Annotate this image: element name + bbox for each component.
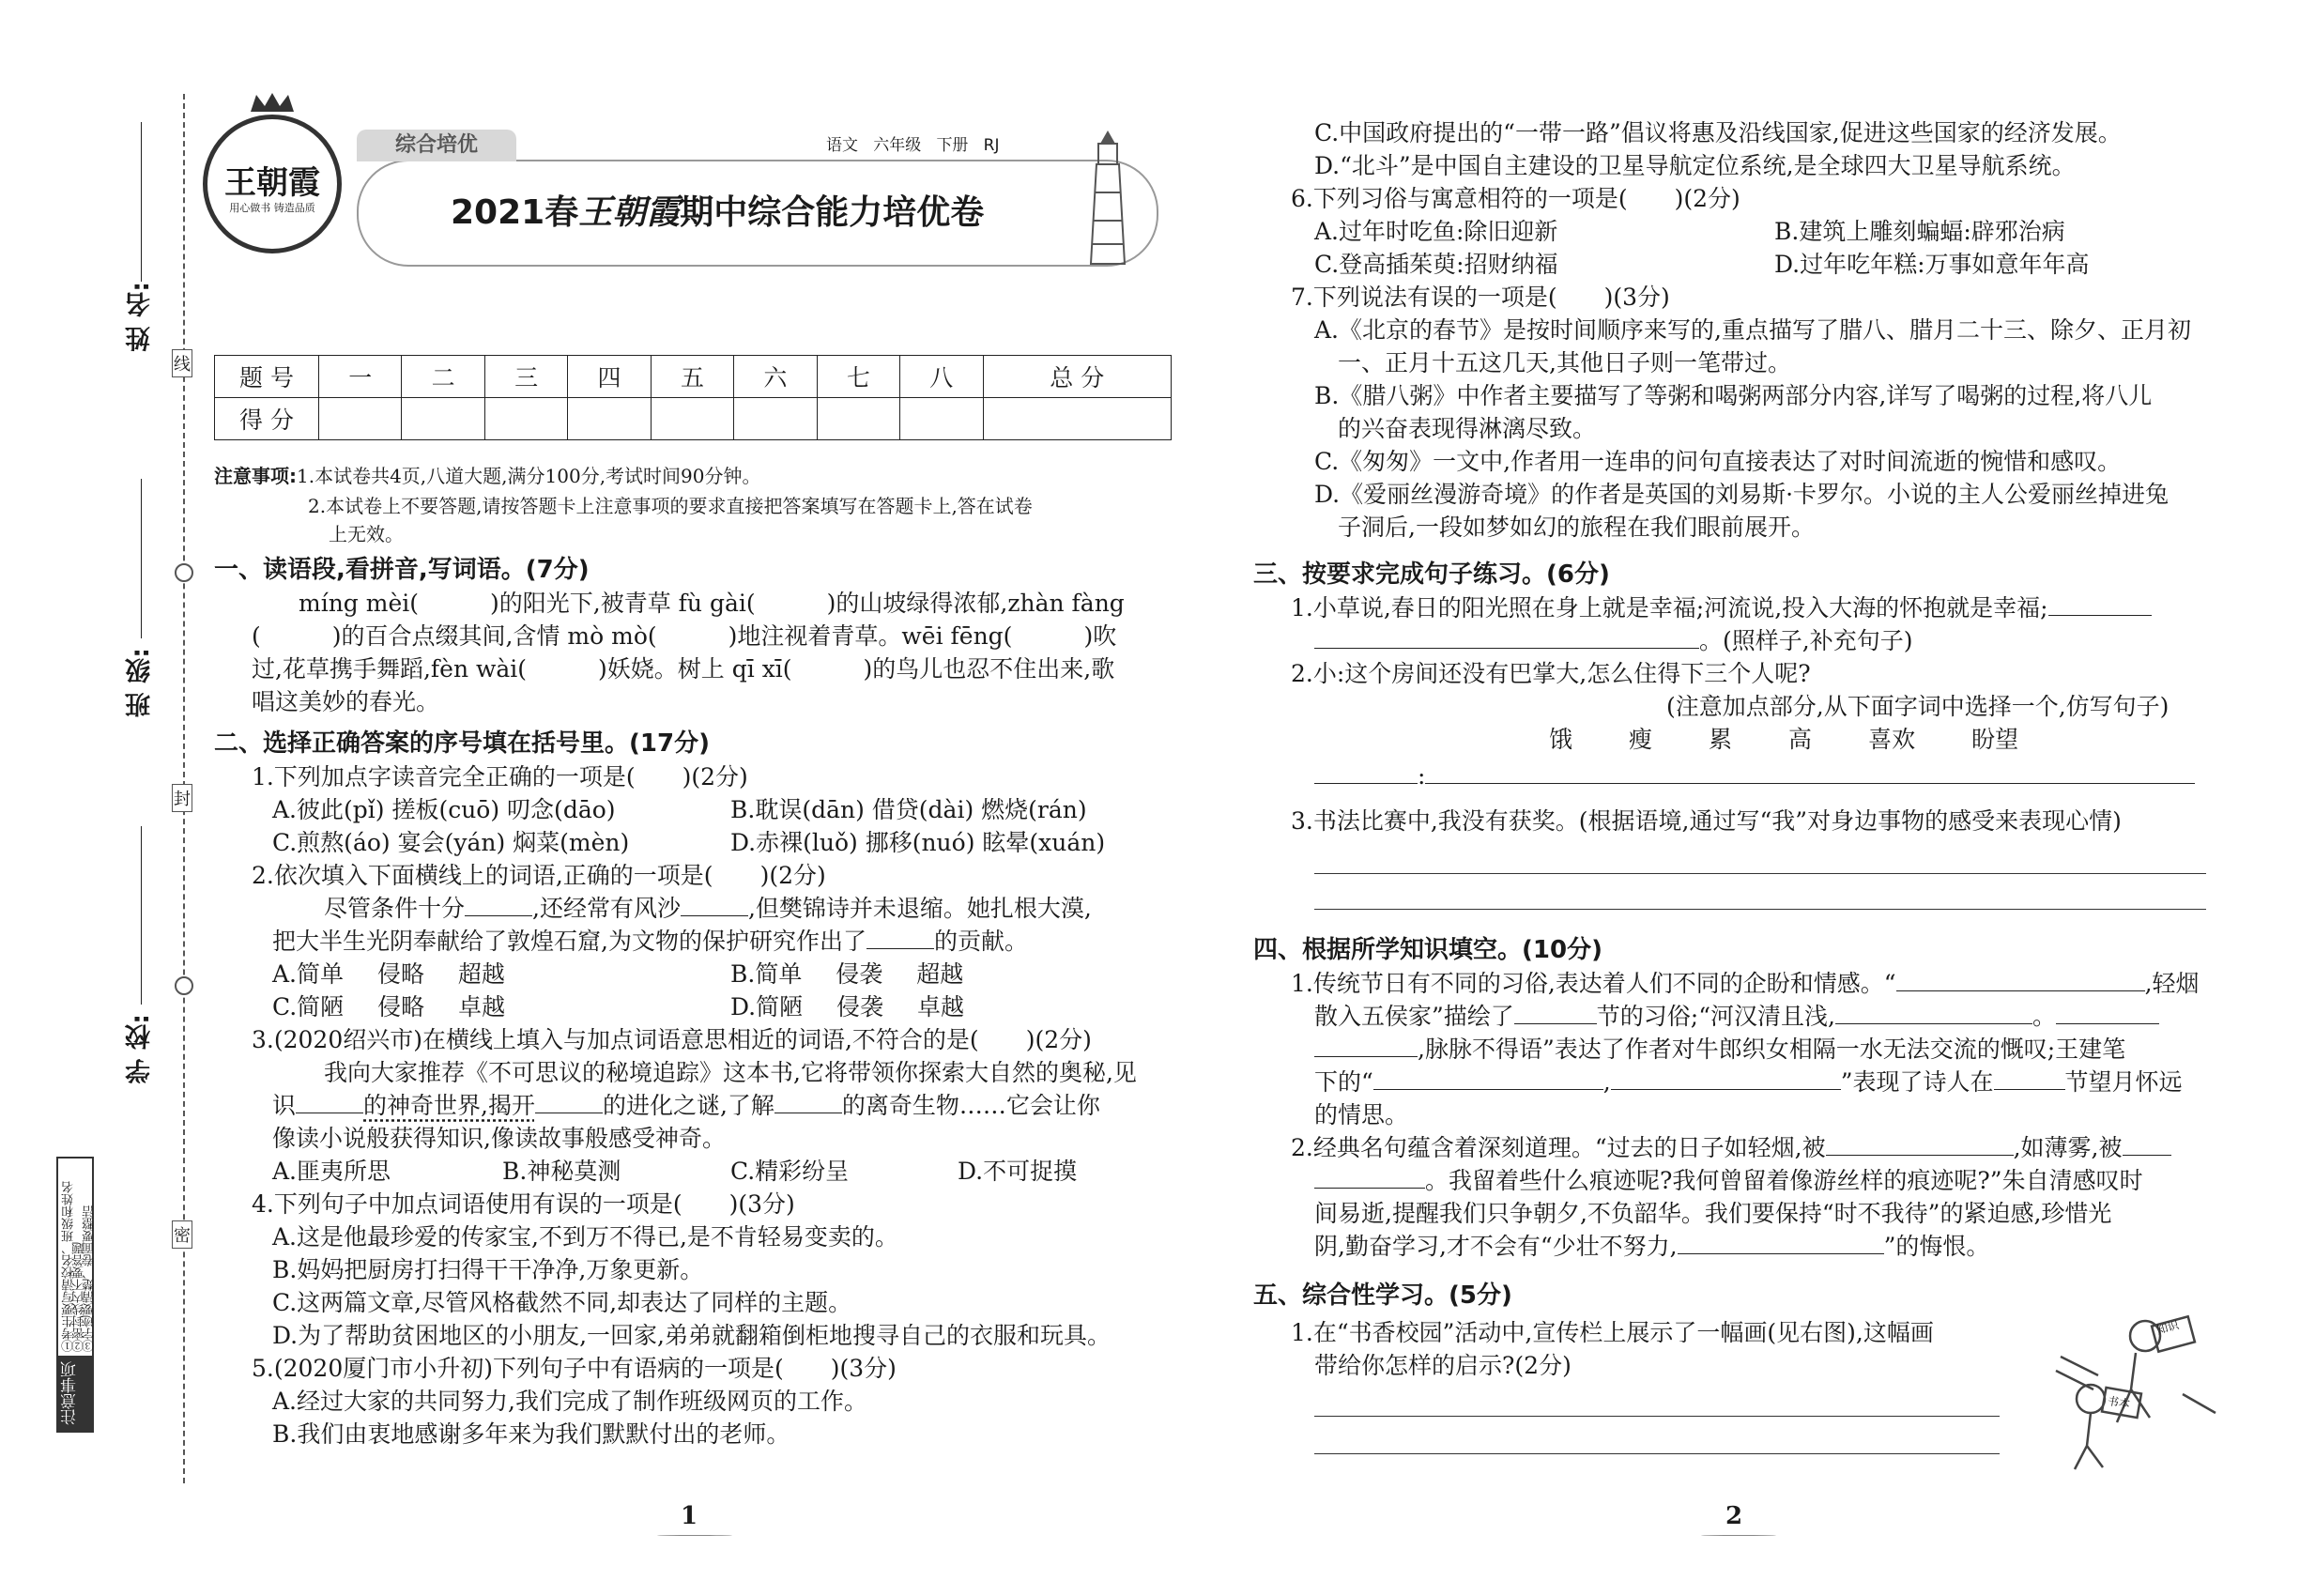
q3-text: 的神奇世界,揭开	[363, 1092, 535, 1119]
fill-blank[interactable]	[2048, 592, 2152, 616]
fill-blank[interactable]	[2123, 1132, 2171, 1156]
q6-option-d[interactable]: D.过年吃年糕:万事如意年年高	[1774, 251, 2090, 278]
q3-option-d[interactable]: D.不可捉摸	[958, 1158, 1078, 1185]
s4-text: ,如薄雾,被	[2013, 1134, 2123, 1161]
q3-option-a[interactable]: A.匪夷所思	[272, 1158, 391, 1185]
subject-info	[826, 131, 999, 155]
q3-text: 的进化之谜,了解	[602, 1092, 774, 1119]
s3-q2-note: (注意加点部分,从下面字词中选择一个,仿写句子)	[1666, 693, 2170, 720]
s4-text: 2.经典名句蕴含着深刻道理。“过去的日子如轻烟,被	[1291, 1134, 1826, 1161]
s3-word: 瘦	[1629, 726, 1653, 753]
s3-q3-answer-line[interactable]	[1314, 909, 2206, 910]
q3-passage-1: 我向大家推荐《不可思议的秘境追踪》这本书,它将带领你探索大自然的奥秘,见	[324, 1059, 1137, 1086]
q5-option-d[interactable]: D.“北斗”是中国自主建设的卫星导航定位系统,是全球四大卫星导航系统。	[1314, 152, 2076, 179]
q5-option-b[interactable]: B.我们由衷地感谢多年来为我们默默付出的老师。	[272, 1420, 790, 1448]
q1-stem	[252, 761, 748, 793]
s1-line-3	[252, 653, 1114, 685]
notice-line-2: 2.本试卷上不要答题,请按答题卡上注意事项的要求直接把答案填写在答题卡上,答在试卷	[308, 495, 1033, 517]
q2-stem	[252, 860, 826, 892]
s1-text: )的百合点缀其间,含情 mò mò(	[331, 622, 657, 650]
score-table-cell: 二	[402, 356, 484, 398]
s3-q2-line: 2.小:这个房间还没有巴掌大,怎么住得下三个人呢?	[1291, 660, 1811, 687]
s4-q1-line-4	[1314, 1067, 2183, 1098]
q3-passage-2	[272, 1090, 1100, 1122]
score-input[interactable]	[651, 398, 733, 440]
q2-text: ,但樊锦诗并未退缩。她扎根大漠,	[747, 895, 1092, 922]
section-4-title: 四、根据所学知识填空。(10分)	[1253, 936, 1602, 964]
q4-stem	[252, 1189, 795, 1220]
score-table-cell: 八	[900, 356, 983, 398]
section-2-title: 二、选择正确答案的序号填在括号里。(17分)	[214, 729, 710, 758]
binding-hole-icon	[175, 563, 193, 582]
q2-option-a[interactable]: A.简单 侵略 超越	[272, 960, 505, 988]
q5-option-a[interactable]: A.经过大家的共同努力,我们完成了制作班级网页的工作。	[272, 1388, 867, 1415]
score-table-cell: 总 分	[983, 356, 1172, 398]
s4-q2-line-1	[1291, 1132, 2171, 1164]
fill-blank[interactable]	[1678, 1231, 1884, 1254]
side-note-3: ③字迹要清楚、卷面要整洁	[83, 1205, 97, 1352]
section-3-title: 三、按要求完成句子练习。(6分)	[1253, 560, 1610, 589]
cut-char-seal: 封	[172, 784, 192, 812]
lighthouse-icon	[1080, 127, 1136, 268]
fill-blank[interactable]	[1835, 1001, 2032, 1024]
q-stem-text: 3.(2020绍兴市)在横线上填入与加点词语意思相近的词语,不符合的是(	[252, 1026, 979, 1053]
s4-text: 1.传统节日有不同的习俗,表达着人们不同的企盼和情感。“	[1291, 970, 1896, 997]
s4-q2-line-2	[1314, 1165, 2143, 1197]
s1-text: 过,花草携手舞蹈,fèn wài(	[252, 655, 528, 683]
brand-logo-text: 王朝霞	[224, 164, 320, 202]
q7-option-d-cont: 子洞后,一段如梦如幻的旅程在我们眼前展开。	[1338, 514, 1815, 541]
s5-q1-line-1: 1.在“书香校园”活动中,宣传栏上展示了一幅画(见右图),这幅画	[1291, 1319, 1934, 1346]
side-notes-title: 注意事项	[58, 1356, 92, 1431]
fill-blank[interactable]	[1425, 760, 2195, 784]
notice-line-3: 上无效。	[329, 523, 404, 545]
q3-option-c[interactable]: C.精彩纷呈	[730, 1158, 850, 1185]
s3-word: 饿	[1549, 726, 1573, 753]
s4-q1-line-2	[1314, 1001, 2159, 1033]
fill-blank[interactable]	[1314, 1034, 1418, 1057]
q7-option-b-cont: 的兴奋表现得淋漓尽致。	[1338, 415, 1597, 442]
q-score: )(2分)	[1025, 1026, 1092, 1053]
title-brand: 王朝霞	[578, 192, 681, 232]
score-input[interactable]	[734, 398, 817, 440]
notice-text-1: 1.本试卷共4页,八道大题,满分100分,考试时间90分钟。	[297, 465, 761, 487]
score-table-cell: 一	[319, 356, 402, 398]
q4-option-c[interactable]: C.这两篇文章,尽管风格截然不同,却表达了同样的主题。	[272, 1289, 852, 1316]
page-ornament-right	[1701, 1535, 1776, 1536]
notice-label: 注意事项:	[214, 465, 297, 487]
q7-option-c[interactable]: C.《匆匆》一文中,作者用一连串的问句直接表达了对时间流逝的惋惜和感叹。	[1314, 448, 2122, 475]
s4-text: ”的悔恨。	[1883, 1233, 1990, 1260]
q1-option-a[interactable]: A.彼此(pǐ) 搓板(cuō) 叨念(dāo)	[272, 796, 616, 823]
cut-char-line: 线	[172, 349, 192, 377]
q5-option-c[interactable]: C.中国政府提出的“一带一路”倡议将惠及沿线国家,促进这些国家的经济发展。	[1314, 119, 2122, 146]
s3-word-list	[1549, 724, 2018, 756]
notice-line-1	[214, 460, 761, 492]
class-field[interactable]	[141, 479, 142, 638]
s3-q1-tail: 。(照样子,补充句子)	[1699, 627, 1913, 654]
fill-blank[interactable]	[681, 893, 748, 916]
q-score: )(2分)	[1674, 185, 1740, 212]
s1-line-2	[252, 621, 1116, 652]
fill-blank[interactable]	[1994, 1067, 2065, 1090]
q2-option-c[interactable]: C.简陋 侵略 卓越	[272, 993, 506, 1021]
name-field[interactable]	[141, 122, 142, 282]
s3-q3-line: 3.书法比赛中,我没有获奖。(根据语境,通过写“我”对身边事物的感受来表现心情)	[1291, 807, 2122, 835]
s4-text: 。	[2032, 1003, 2056, 1030]
s3-word: 高	[1788, 726, 1813, 753]
q7-option-a[interactable]: A.《北京的春节》是按时间顺序来写的,重点描写了腊八、腊月二十三、除夕、正月初	[1314, 316, 2191, 344]
q6-stem	[1291, 183, 1740, 215]
score-table-cell: 五	[651, 356, 733, 398]
fill-blank[interactable]	[1373, 1067, 1603, 1090]
q-stem-text: 1.下列加点字读音完全正确的一项是(	[252, 763, 636, 790]
s4-text: 下的“	[1314, 1068, 1373, 1096]
fill-blank[interactable]	[1314, 760, 1418, 784]
s3-word: 喜欢	[1868, 726, 1916, 753]
section-5-title: 五、综合性学习。(5分)	[1253, 1281, 1512, 1310]
volume-text: 下册	[936, 136, 969, 155]
q6-option-b[interactable]: B.建筑上雕刻蝙蝠:辟邪治病	[1774, 218, 2065, 245]
s4-text: ,脉脉不得语”表达了作者对牛郎织女相隔一水无法交流的慨叹;王建笔	[1418, 1036, 2126, 1063]
fill-blank[interactable]	[866, 926, 934, 949]
s3-q1-line-2	[1314, 625, 1912, 657]
q2-passage-2	[272, 926, 1028, 958]
title-main: 期中综合能力培优卷	[680, 193, 985, 232]
s4-q1-line-5: 的情思。	[1314, 1101, 1409, 1128]
q-score: )(3分)	[1603, 284, 1670, 311]
side-note-2: ②密封线内不要答题	[72, 1242, 86, 1352]
page-number-left: 1	[681, 1502, 698, 1530]
q2-text: ,还经常有风沙	[532, 895, 681, 922]
score-input[interactable]	[484, 398, 567, 440]
q-score: )(2分)	[682, 763, 748, 790]
score-input[interactable]	[319, 398, 402, 440]
q2-text: 的贡献。	[933, 928, 1028, 955]
q-score: )(2分)	[759, 862, 826, 889]
q7-option-a-cont: 一、正月十五这几天,其他日子则一笔带过。	[1338, 349, 1791, 376]
s4-text: ”表现了诗人在	[1840, 1068, 1994, 1096]
s1-text: )地注视着青草。wēi fēng(	[728, 622, 1013, 650]
class-label: 班 级:	[126, 648, 155, 718]
title-year: 2021春	[451, 193, 579, 232]
section-1-title: 一、读语段,看拼音,写词语。(7分)	[214, 556, 590, 584]
crown-icon	[249, 91, 296, 114]
s1-text: )吹	[1083, 622, 1117, 650]
section-tab: 综合培优	[357, 130, 516, 161]
s5-q1-line-2: 带给你怎样的启示?(2分)	[1314, 1352, 1572, 1379]
score-input[interactable]	[817, 398, 899, 440]
illustration-label: 知识	[2154, 1318, 2181, 1337]
side-note-1: ①考生要写清校名、班级和姓名	[62, 1181, 76, 1352]
q-score: )(3分)	[830, 1355, 897, 1382]
q2-text: 尽管条件十分	[324, 895, 466, 922]
q3-text: 的离奇生物……它会让你	[841, 1092, 1100, 1119]
grade-text: 六年级	[873, 136, 922, 155]
s1-text: )的阳光下,被青草 fù gài(	[490, 590, 756, 617]
q1-option-b[interactable]: B.耽误(dān) 借贷(dài) 燃烧(rán)	[730, 796, 1087, 823]
q-stem-text: 4.下列句子中加点词语使用有误的一项是(	[252, 1190, 682, 1218]
q7-option-d[interactable]: D.《爱丽丝漫游奇境》的作者是英国的刘易斯·卡罗尔。小说的主人公爱丽丝掉进兔	[1314, 481, 2170, 508]
s4-text: 节望月怀远	[2064, 1068, 2183, 1096]
q3-stem	[252, 1024, 1092, 1056]
s3-q2-answer	[1314, 760, 2195, 792]
subject-text: 语文	[826, 136, 858, 155]
score-input[interactable]	[900, 398, 983, 440]
q-stem-text: 5.(2020厦门市小升初)下列句子中有语病的一项是(	[252, 1355, 784, 1382]
fill-blank[interactable]	[774, 1090, 842, 1113]
q1-option-c[interactable]: C.煎熬(áo) 宴会(yán) 焖菜(mèn)	[272, 829, 630, 856]
q4-option-d[interactable]: D.为了帮助贫困地区的小朋友,一回家,弟弟就翻箱倒柜地搜寻自己的衣服和玩具。	[272, 1322, 1111, 1349]
s1-line-4: 唱这美妙的春光。	[252, 688, 440, 715]
s1-line-1	[299, 588, 1125, 620]
score-input[interactable]	[402, 398, 484, 440]
q-stem-text: 7.下列说法有误的一项是(	[1291, 284, 1557, 311]
s3-colon: :	[1418, 762, 1426, 790]
page-ornament-left	[657, 1535, 732, 1536]
s4-q2-line-3: 间易逝,提醒我们只争朝夕,不负韶华。我们要保持“时不我待”的紧迫感,珍惜光	[1314, 1200, 2112, 1227]
q1-option-d[interactable]: D.赤裸(luǒ) 挪移(nuó) 眩晕(xuán)	[730, 829, 1106, 856]
score-table	[214, 355, 1172, 440]
q6-option-a[interactable]: A.过年时吃鱼:除旧迎新	[1314, 218, 1558, 245]
brand-slogan: 用心做书 铸造品质	[229, 202, 315, 214]
s1-text: míng mèi(	[299, 590, 420, 617]
cut-char-secret: 密	[172, 1220, 192, 1249]
s1-text: )的鸟儿也忍不住出来,歌	[863, 655, 1115, 683]
name-label: 姓 名:	[126, 282, 155, 352]
s4-text: ,轻烟	[2144, 970, 2200, 997]
s1-text: (	[252, 622, 261, 650]
fill-blank[interactable]	[465, 893, 532, 916]
q2-option-d[interactable]: D.简陋 侵袭 卓越	[730, 993, 964, 1021]
score-table-cell: 六	[734, 356, 817, 398]
q5-stem	[252, 1353, 897, 1385]
q-score: )(3分)	[728, 1190, 795, 1218]
q3-passage-3: 像读小说般获得知识,像读故事般感受神奇。	[272, 1125, 726, 1152]
fill-blank[interactable]	[1826, 1132, 2014, 1156]
q7-option-b[interactable]: B.《腊八粥》中作者主要描写了等粥和喝粥两部分内容,详写了喝粥的过程,将八儿	[1314, 382, 2153, 409]
school-label: 学 校:	[126, 1014, 155, 1084]
binding-hole-icon	[175, 976, 193, 995]
q2-text: 把大半生光阴奉献给了敦煌石窟,为文物的保护研究作出了	[272, 928, 866, 955]
s3-q1-line-1	[1291, 592, 2152, 624]
s4-q1-line-3	[1314, 1034, 2125, 1066]
q7-stem	[1291, 282, 1670, 314]
q3-option-b[interactable]: B.神秘莫测	[502, 1158, 621, 1185]
s4-text: ,	[1602, 1068, 1611, 1096]
fill-blank[interactable]	[296, 1090, 363, 1113]
s3-word: 盼望	[1971, 726, 2019, 753]
score-table-cell: 三	[484, 356, 567, 398]
s5-answer-line[interactable]	[1314, 1416, 2000, 1417]
q2-passage-1	[324, 893, 1092, 925]
s3-word: 累	[1709, 726, 1733, 753]
fill-blank[interactable]	[535, 1090, 603, 1113]
s1-text: )的山坡绿得浓郁,zhàn fàng	[826, 590, 1125, 617]
q-stem-text: 2.依次填入下面横线上的词语,正确的一项是(	[252, 862, 713, 889]
fill-blank[interactable]	[1611, 1067, 1841, 1090]
score-input[interactable]	[568, 398, 651, 440]
exam-title	[451, 186, 984, 234]
score-table-header-row	[215, 356, 1172, 398]
s4-text: 。我留着些什么痕迹呢?我何曾留着像游丝样的痕迹呢?”朱自清感叹时	[1425, 1167, 2143, 1194]
brand-badge	[203, 115, 342, 253]
s4-text: 节的习俗;“河汉清且浅,	[1596, 1003, 1835, 1030]
s3-q3-answer-line[interactable]	[1314, 873, 2206, 874]
fill-blank[interactable]	[1896, 968, 2145, 991]
s3-q1-text: 1.小草说,春日的阳光照在身上就是幸福;河流说,投入大海的怀抱就是幸福;	[1291, 594, 2048, 622]
reading-children-illustration	[2042, 1300, 2220, 1479]
fill-blank[interactable]	[1514, 1001, 1597, 1024]
q6-option-c[interactable]: C.登高插茱萸:招财纳福	[1314, 251, 1558, 278]
q-stem-text: 6.下列习俗与寓意相符的一项是(	[1291, 185, 1628, 212]
q4-option-a[interactable]: A.这是他最珍爱的传家宝,不到万不得已,是不肯轻易变卖的。	[272, 1223, 898, 1251]
score-table-cell: 七	[817, 356, 899, 398]
q4-option-b[interactable]: B.妈妈把厨房打扫得干干净净,万象更新。	[272, 1256, 704, 1283]
s4-text: 阴,勤奋学习,才不会有“少壮不努力,	[1314, 1233, 1678, 1260]
s4-text: 散入五侯家”描绘了	[1314, 1003, 1514, 1030]
q2-option-b[interactable]: B.简单 侵袭 超越	[730, 960, 964, 988]
s1-text: )妖娆。树上 qī xī(	[598, 655, 792, 683]
s4-q2-line-4	[1314, 1231, 1989, 1263]
fill-blank[interactable]	[2056, 1001, 2159, 1024]
edition-text: RJ	[983, 136, 1000, 155]
fill-blank[interactable]	[1314, 625, 1699, 649]
fill-blank[interactable]	[1314, 1165, 1425, 1189]
page-number-right: 2	[1725, 1502, 1743, 1530]
score-table-cell: 得 分	[215, 398, 319, 440]
illustration-label: 书本	[2106, 1394, 2131, 1411]
score-table-cell: 四	[568, 356, 651, 398]
s5-answer-line[interactable]	[1314, 1453, 2000, 1454]
score-table-score-row	[215, 398, 1172, 440]
school-field[interactable]	[141, 826, 142, 1005]
side-notes-box	[56, 1157, 97, 1433]
s4-q1-line-1	[1291, 968, 2200, 1000]
score-input[interactable]	[983, 398, 1172, 440]
q3-text: 识	[272, 1092, 297, 1119]
score-table-cell: 题 号	[215, 356, 319, 398]
